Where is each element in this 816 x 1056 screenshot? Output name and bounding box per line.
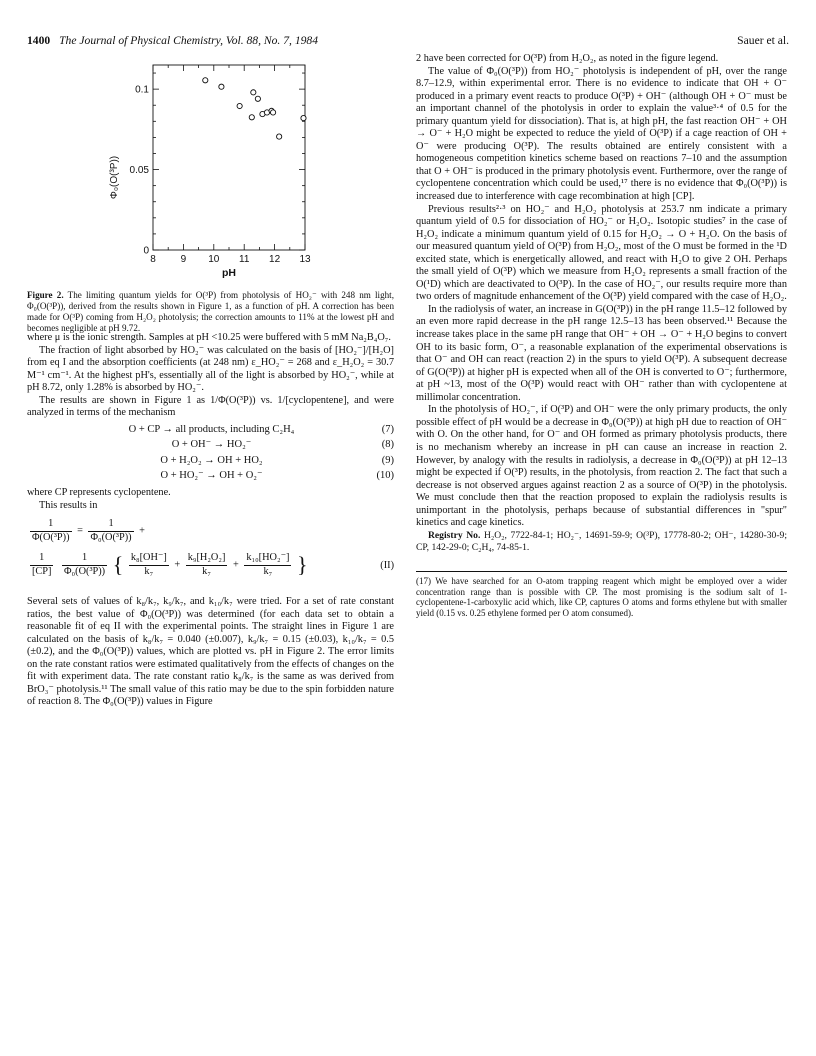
caption-text: The limiting quantum yields for O(³P) from photolysis of HO₂⁻ with 248 nm light, Φ₀(O(³P)), derived from the results shown in Figure 1, as a function of pH. A correction has been made for O(³P) coming from H₂O₂ photolysis; the correction amounts to 11% at the lowest pH and becomes negligible at pH 9.72. [27, 290, 394, 333]
paragraph: The results are shown in Figure 1 as 1/Φ(O(³P)) vs. 1/[cyclopentene], and were analyzed in terms of the mechanism [27, 394, 394, 419]
right-column [416, 53, 787, 619]
y-axis-label: Φ₀(O(³P)) [109, 155, 120, 200]
y-tick-label: 0.05 [129, 165, 149, 177]
paragraph: Several sets of values of k₈/k₇, k₉/k₇, and k₁₀/k₇ were tried. For a set of rate constant ratios, the best value of Φ₀(O(³P)) was determined (for each data set to obtain a reasonable fit of eq II with the experimental points. The straight lines in Figure 1 are calculated on the basis of k₈/k₇ = 0.040 (±0.007), k₉/k₇ = 0.15 (±0.03), k₁₀/k₇ = 0.5 (±0.2), and the Φ₀(O(³P)) values, which are plotted vs. pH in Figure 2. The error limits on the rate constant ratios were estimated qualitatively from the effects of changes on the fit with experiment data. The rate constant ratio k₈/k₇ is the same as was derived from BrO₃⁻ photolysis.¹¹ The small value of this ratio may be due to the spin forbidden nature of reaction 8. The Φ₀(O(³P)) values in Figure [27, 596, 394, 708]
paragraph: This results in [39, 499, 98, 511]
plot-frame [153, 65, 305, 250]
data-point [255, 96, 260, 101]
data-point [219, 84, 224, 89]
caption-label: Figure 2. [27, 290, 64, 300]
x-tick-label: 8 [150, 254, 156, 265]
page-number: 1400 [27, 34, 51, 47]
equation-8: O + OH⁻ → HO₂⁻ (8) [171, 439, 394, 451]
equation-9: O + H₂O₂ → OH + HO₂ (9) [160, 454, 394, 466]
figure-2-chart [85, 60, 325, 279]
x-tick-label: 9 [180, 254, 187, 265]
y-tick-label: 0.1 [135, 84, 149, 96]
data-point [301, 115, 306, 120]
paragraph: The value of Φ₀(O(³P)) from HO₂⁻ photolysis is independent of pH, over the range 8.7–12.9, within experimental error. There is no evidence to indicate that OH + O⁻ produced in a primary event reacts to produce O(³P) + OH⁻ (although OH + O⁻ must be an important channel of the photolysis in order to explain the value³·⁴ of 0.5 for the primary quantum yield for dissociation). That is, at high pH, the fast reaction OH⁻ + OH → O⁻ + H₂O might be expected to reduce the yield of O(³P) if a cage reaction of OH + O⁻ were producing O(³P). The results obtained are entirely consistent with a homogeneous competition kinetics scheme based on reactions 7–10 and the assumption that O + OH⁻ is produced in the primary photolysis event. Furthermore, over the range of cyclopentene concentration which could be used,¹⁷ there is no evidence that Φ₀(O(³P)) is increased due to interference with cage recombination at high [CP]. [416, 65, 787, 203]
data-point [203, 78, 208, 83]
paragraph: where CP represents cyclopentene. [27, 487, 171, 499]
authors: Sauer et al. [737, 34, 789, 47]
paragraph: In the radiolysis of water, an increase in G(O(³P)) in the pH range 11.5–12 followed by an even more rapid decrease in the pH range 12.5–13 has been observed.¹¹ Because the increase takes place in the same pH range that OH⁻ + OH → O⁻ + H₂O begins to convert OH to its basic form, O⁻, a reasonable explanation of the experimental observations is that O⁻ and OH can react (reaction 2) in the spurs to yield O(³P). A subsequent decrease of G(O(³P)) at higher pH is expected when all of the OH is converted to O⁻; furthermore, at pH ~13, most of the O(³P) would react with OH⁻ rather than with cyclopentene at millimolar concentration. [416, 303, 787, 403]
data-point [270, 110, 275, 115]
paragraph: 2 have been corrected for O(³P) from H₂O₂, as noted in the figure legend. [416, 53, 719, 64]
data-point [237, 103, 242, 108]
equation-7: O + CP → all products, including C₂H₄ (7) [128, 423, 394, 435]
equation-II: $\frac{1}{\text{Φ(O(³P))}}$ = $\frac{1}{\text{Φ₀(O(³P))}}$ + $\frac{1}{[CP]}$ $\frac{1}{\text{Φ₀(O(³P))}}$ { $\frac{\text{k₈[OH⁻]}}{\text{k₇}}$ + $\frac{\text{k₉[H₂O₂]}}{\text{k₇}}$ + $\frac{\text{k₁₀[HO₂⁻]}}{\text{k₇}}$ } (II) [32, 518, 394, 577]
y-tick-label: 0 [143, 245, 149, 257]
paragraph: Previous results²·³ on HO₂⁻ and H₂O₂ photolysis at 253.7 nm indicate a primary quantum yield of 0.5 for dissociation of HO₂⁻ or H₂O₂. Isotopic studies⁷ in the case of H₂O₂ indicate a minimum quantum yield of 0.15 for H₂O₂ → O + H₂O. On the basis of our measured quantum yield of O(³P) from H₂O₂, most of the O must be formed in the ¹D excited state, which is energetically allowed, and react with H₂O to give 2 OH. Perhaps the small yield of O(³P) which we measure from H₂O₂ represents a small fraction of the O(¹D) which are deactivated to O(³P). In the case of HO₂⁻, our results require more than two orders of magnitude enhancement of the O(³P) yield compared with the case of H₂O₂. [416, 203, 787, 303]
x-tick-label: 10 [208, 254, 220, 265]
x-tick-label: 11 [239, 254, 250, 265]
journal-name: The Journal of Physical Chemistry, Vol. 88, No. 7, 1984 [59, 34, 319, 47]
equation-10: O + HO₂⁻ → OH + O₂⁻ (10) [160, 470, 394, 482]
paragraph: In the photolysis of HO₂⁻, if O(³P) and OH⁻ were the only primary products, the only possible effect of pH would be a decrease in Φ₀(O(³P)) at high pH due to reaction of OH⁻ with O. On the other hand, for O⁻ and OH formed as primary photolysis products, there is no mechanism whereby an increase in pH can cause an increase in reaction 2. However, by analogy with the results in radiolysis, a decrease in Φ₀(O(³P)) at pH 12–13 might be expected if O(³P) results, in the photolysis, from reaction 2. The fact that such a decrease is not observed argues against reaction 2 as a source of O(³P) in the photolysis. We must conclude then that the reaction proposed to explain the radiolysis results is unimportant in the photolysis, perhaps because of substantial differences in "spur" kinetics and cage kinetics. [416, 404, 787, 529]
data-point [249, 115, 254, 120]
x-tick-label: 12 [269, 254, 281, 265]
left-column [27, 332, 394, 709]
data-point [277, 134, 282, 139]
paragraph: The fraction of light absorbed by HO₂⁻ was calculated on the basis of [HO₂⁻]/[H₂O] from eq I and the absorption coefficients (at 248 nm) ε_HO₂⁻ = 268 and ε_H₂O₂ = 30.7 M⁻¹ cm⁻¹. At the highest pH's, essentially all of the light is absorbed by HO₂⁻, while at pH 8.72, only 1.28% is absorbed by HO₂⁻. [27, 344, 394, 394]
footnote-17: (17) We have searched for an O-atom trapping reagent which might be employed over a wider concentration range than is possible with CP. The most promising is the sodium salt of 1-cyclopentene-1-carboxylic acid which, like CP, captures O atoms and forms ethylene but with smaller yield (0.15 vs. 0.25 ethylene formed per O atom consumed). [416, 571, 787, 619]
data-point [251, 90, 256, 95]
paragraph: where μ is the ionic strength. Samples at pH <10.25 were buffered with 5 mM Na₂B₄O₇. [27, 332, 391, 343]
x-tick-label: 13 [299, 254, 311, 265]
running-header [27, 34, 789, 47]
figure-caption [27, 290, 394, 334]
registry-numbers: Registry No. H₂O₂, 7722-84-1; HO₂⁻, 14691-59-9; O(³P), 17778-80-2; OH⁻, 14280-30-9; CP, 142-29-0; C₂H₄, 74-85-1. [416, 529, 787, 554]
x-axis-label: pH [222, 267, 236, 279]
